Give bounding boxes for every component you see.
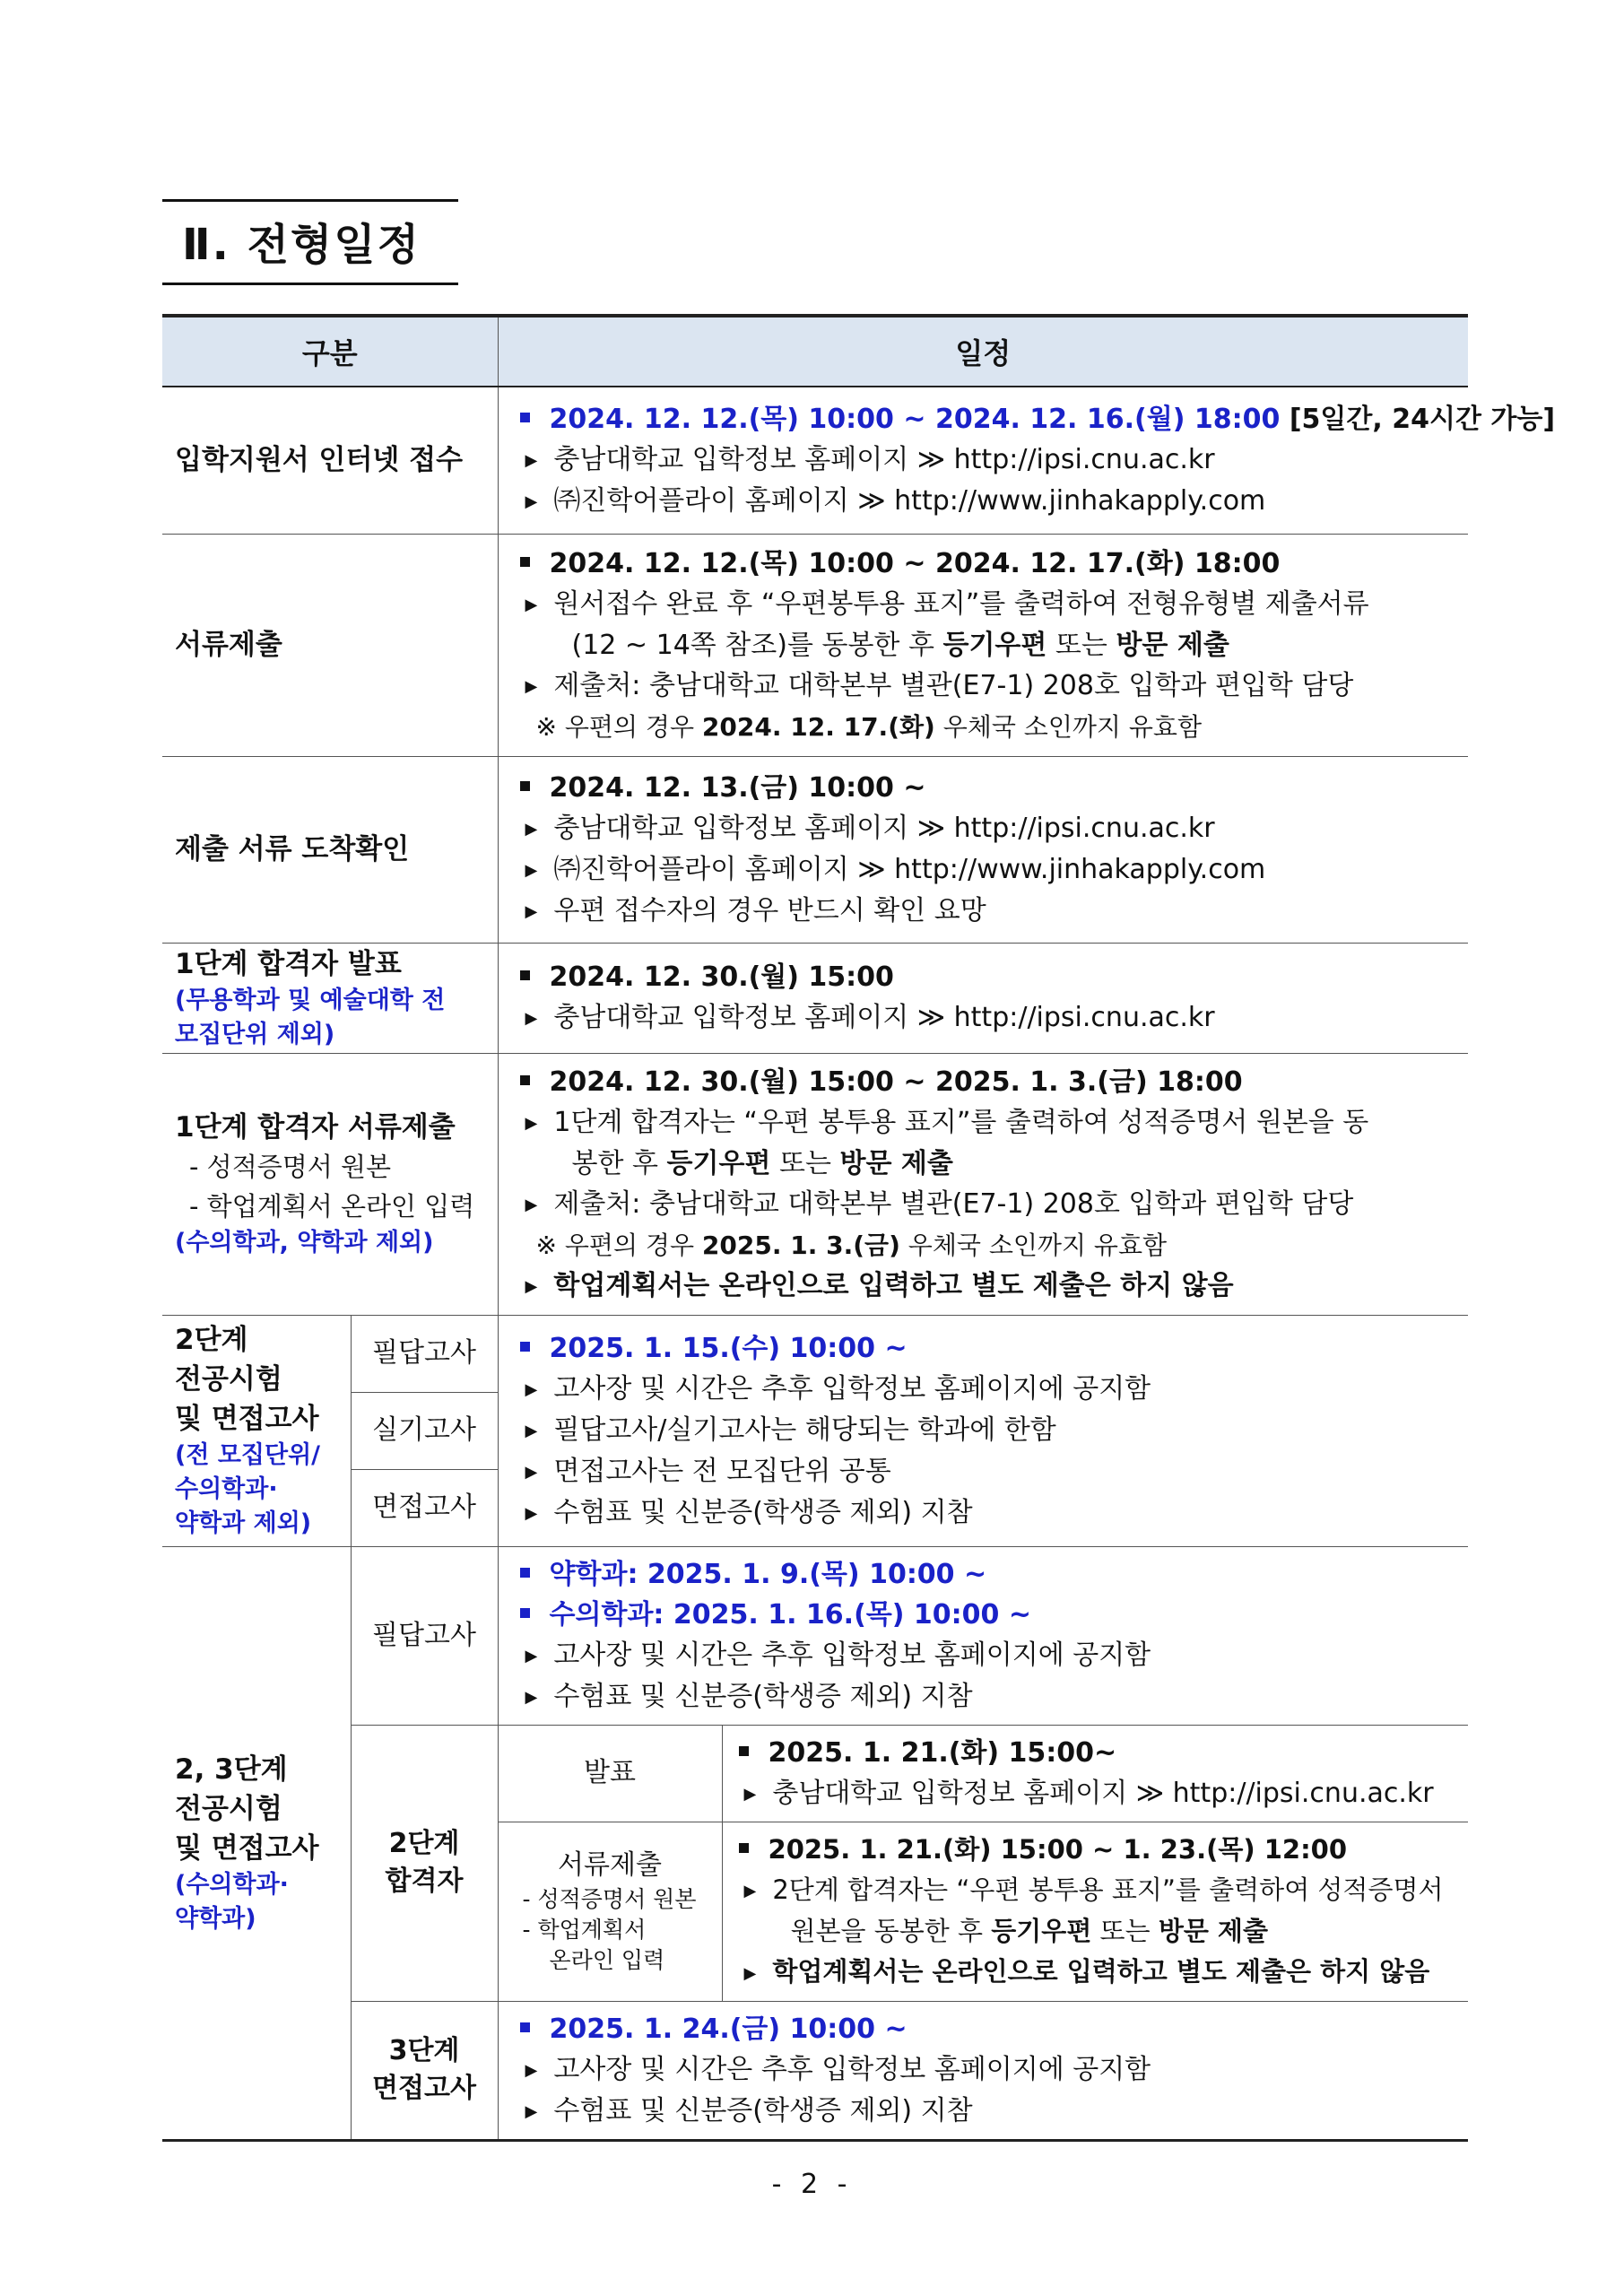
square-bullet-icon [520, 413, 530, 422]
triangle-bullet-icon: ▶ [525, 1646, 538, 1665]
triangle-bullet-icon: ▶ [525, 901, 538, 921]
row-schedule: 2024. 12. 12.(목) 10:00 ~ 2024. 12. 17.(화) 18:00 ▶ 원서접수 완료 후 “우편봉투용 표지”를 출력하여 전형유형별 제출서류 (12 ~ 14쪽 참조)를 동봉한 후 등기우편 또는 방문 제출 ▶ 제출처: 충남대학교 대학본부 별관(E7-1) 208호 입학과 편입학 담당 ※ 우편의 경우 2024. 12. 17.(화) 우체국 소인까지 유효함 [498, 534, 1468, 756]
exam-type: 면접고사 [351, 1469, 498, 1546]
docs-label: 서류제출 - 성적증명서 원본 - 학업계획서 온라인 입력 [498, 1822, 722, 2001]
triangle-bullet-icon: ▶ [525, 676, 538, 696]
header-schedule: 일정 [498, 316, 1468, 387]
square-bullet-icon [520, 970, 530, 980]
triangle-bullet-icon: ▶ [743, 1784, 757, 1804]
square-bullet-icon [520, 557, 530, 567]
square-bullet-icon [520, 1568, 530, 1578]
link-text: 충남대학교 입학정보 홈페이지 ≫ http://ipsi.cnu.ac.kr [553, 443, 1215, 475]
row-schedule: 2025. 1. 15.(수) 10:00 ~ ▶ 고사장 및 시간은 추후 입학정보 홈페이지에 공지함 ▶ 필답고사/실기고사는 해당되는 학과에 한함 ▶ 면접고사는 전 모집단위 공통 ▶ 수험표 및 신분증(학생증 제외) 지참 [498, 1315, 1468, 1546]
triangle-bullet-icon: ▶ [525, 1503, 538, 1523]
row-schedule: 2025. 1. 21.(화) 15:00 ~ 1. 23.(목) 12:00 ▶ 2단계 합격자는 “우편 봉투용 표지”를 출력하여 성적증명서 원본을 동봉한 후 등기우편 또는 방문 제출 ▶ 학업계획서는 온라인으로 입력하고 별도 제출은 하지 않음 [722, 1822, 1468, 2001]
schedule-table [162, 314, 1556, 2142]
table-row [162, 387, 1468, 534]
triangle-bullet-icon: ▶ [525, 1379, 538, 1399]
row-label: 2, 3단계 전공시험 및 면접고사 (수의학과· 약학과) [162, 1546, 351, 2140]
announce-label: 발표 [498, 1725, 722, 1822]
table-row [162, 2001, 1468, 2140]
triangle-bullet-icon: ▶ [525, 819, 538, 839]
exam-type: 실기고사 [351, 1392, 498, 1469]
table-row [162, 943, 1468, 1053]
triangle-bullet-icon: ▶ [525, 1462, 538, 1482]
triangle-bullet-icon: ▶ [525, 491, 538, 511]
table-row [162, 1053, 1468, 1315]
row-label: 서류제출 [162, 534, 498, 756]
row-schedule: 2024. 12. 12.(목) 10:00 ~ 2024. 12. 16.(월) 18:00 [5일간, 24시간 가능] ▶ 충남대학교 입학정보 홈페이지 ≫ http://ipsi.cnu.ac.kr ▶ ㈜진학어플라이 홈페이지 ≫ http://www.jinhakapply.com [498, 387, 1468, 534]
square-bullet-icon [520, 1075, 530, 1085]
triangle-bullet-icon: ▶ [525, 450, 538, 470]
row-schedule: 2024. 12. 30.(월) 15:00 ▶ 충남대학교 입학정보 홈페이지 ≫ http://ipsi.cnu.ac.kr [498, 943, 1468, 1053]
triangle-bullet-icon: ▶ [525, 1009, 538, 1028]
row-label: 2단계 전공시험 및 면접고사 (전 모집단위/ 수의학과· 약학과 제외) [162, 1315, 351, 1546]
table-row [162, 756, 1468, 943]
square-bullet-icon [739, 1746, 749, 1756]
triangle-bullet-icon: ▶ [525, 595, 538, 614]
page-number: - 2 - [771, 2169, 853, 2200]
stage2-label: 2단계 합격자 [351, 1725, 498, 2001]
row-schedule: 2024. 12. 13.(금) 10:00 ~ ▶ 충남대학교 입학정보 홈페이지 ≫ http://ipsi.cnu.ac.kr ▶ ㈜진학어플라이 홈페이지 ≫ http://www.jinhakapply.com ▶ 우편 접수자의 경우 반드시 확인 요망 [498, 756, 1468, 943]
stage3-label: 3단계 면접고사 [351, 2001, 498, 2140]
link-text: ㈜진학어플라이 홈페이지 ≫ http://www.jinhakapply.com [553, 484, 1266, 517]
exam-type: 필답고사 [351, 1315, 498, 1392]
row-label: 입학지원서 인터넷 접수 [162, 387, 498, 534]
table-row [162, 534, 1468, 756]
table-row [162, 1546, 1468, 1725]
header-category: 구분 [162, 316, 498, 387]
square-bullet-icon [520, 2022, 530, 2032]
triangle-bullet-icon: ▶ [743, 1963, 757, 1983]
triangle-bullet-icon: ▶ [743, 1882, 757, 1900]
square-bullet-icon [520, 781, 530, 791]
table-row [162, 1725, 1468, 1822]
row-schedule: 2024. 12. 30.(월) 15:00 ~ 2025. 1. 3.(금) 18:00 ▶ 1단계 합격자는 “우편 봉투용 표지”를 출력하여 성적증명서 원본을 동 봉한 후 등기우편 또는 방문 제출 ▶ 제출처: 충남대학교 대학본부 별관(E7-1) 208호 입학과 편입학 담당 ※ 우편의 경우 2025. 1. 3.(금) 우체국 소인까지 유효함 ▶ 학업계획서는 온라인으로 입력하고 별도 제출은 하지 않음 [498, 1053, 1468, 1315]
triangle-bullet-icon: ▶ [525, 1276, 538, 1296]
section-title: Ⅱ. 전형일정 [162, 199, 458, 285]
triangle-bullet-icon: ▶ [525, 860, 538, 880]
square-bullet-icon [739, 1843, 749, 1853]
square-bullet-icon [520, 1608, 530, 1618]
triangle-bullet-icon: ▶ [525, 2101, 538, 2121]
triangle-bullet-icon: ▶ [525, 1687, 538, 1707]
triangle-bullet-icon: ▶ [525, 1113, 538, 1133]
triangle-bullet-icon: ▶ [525, 2060, 538, 2080]
row-label: 제출 서류 도착확인 [162, 756, 498, 943]
exam-type: 필답고사 [351, 1546, 498, 1725]
row-label: 1단계 합격자 발표 (무용학과 및 예술대학 전 모집단위 제외) [162, 943, 498, 1053]
table-header-row [162, 316, 1468, 387]
triangle-bullet-icon: ▶ [525, 1195, 538, 1214]
row-schedule: 2025. 1. 21.(화) 15:00~ ▶ 충남대학교 입학정보 홈페이지 ≫ http://ipsi.cnu.ac.kr [722, 1725, 1468, 1822]
row-schedule: 2025. 1. 24.(금) 10:00 ~ ▶ 고사장 및 시간은 추후 입학정보 홈페이지에 공지함 ▶ 수험표 및 신분증(학생증 제외) 지참 [498, 2001, 1468, 2140]
row-schedule: 약학과: 2025. 1. 9.(목) 10:00 ~ 수의학과: 2025. 1. 16.(목) 10:00 ~ ▶ 고사장 및 시간은 추후 입학정보 홈페이지에 공지함 ▶ 수험표 및 신분증(학생증 제외) 지참 [498, 1546, 1468, 1725]
square-bullet-icon [520, 1342, 530, 1352]
triangle-bullet-icon: ▶ [525, 1421, 538, 1440]
row-label: 1단계 합격자 서류제출 - 성적증명서 원본 - 학업계획서 온라인 입력 (수의학과, 약학과 제외) [162, 1053, 498, 1315]
table-row [162, 1315, 1468, 1392]
